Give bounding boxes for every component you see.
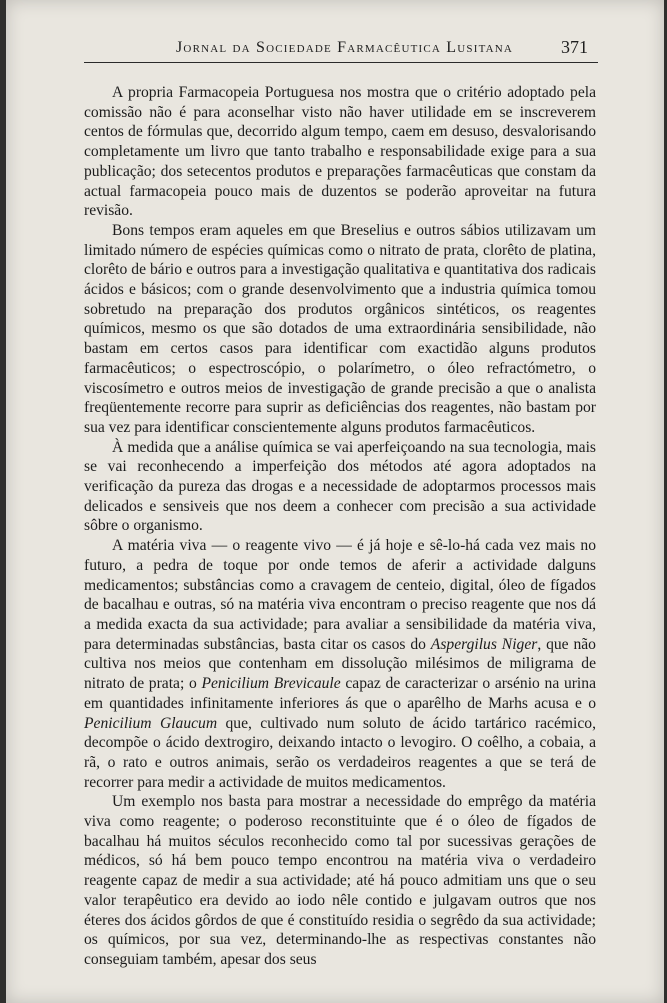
text-run: capaz de caracterizar o arsénio na urina em quantidades infinitamente inferiores ás que o aparêlho de Marhs acusa e o <box>84 675 596 712</box>
paragraph <box>84 83 596 221</box>
book-page <box>6 0 664 1003</box>
text-run: À medida que a análise química se vai aperfeiçoando na sua tecnologia, mais se vai reconhecendo a imperfeição dos métodos até agora adoptados na verificação da pureza das drogas e a necessidade de adoptarmos processos mais delicados e sensiveis que nos deem a conhecer com precisão a sua actividade sôbre o organismo. <box>84 438 596 535</box>
text-run: A matéria viva — o reagente vivo — é já hoje e sê-lo-há cada vez mais no futuro, a pedra de toque por onde temos de aferir a actividade dalguns medicamentos; substâncias como a cravagem de centeio, digital, óleo de fígados de bacalhau e outras, só na matéria viva encontram o preciso reagente que nos dá a medida exacta da sua actividade; para avaliar a sensibilidade da matéria viva, para determinadas substâncias, basta citar os casos do <box>84 537 596 653</box>
text-run: Um exemplo nos basta para mostrar a necessidade do emprêgo da matéria viva como reagente; o poderoso reconstituinte que é o óleo de fígados de bacalhau há muitos séculos reconhecido como tal por sucessivas gerações de médicos, só há bem pouco tempo encontrou na matéria viva o verdadeiro reagente capaz de medir a sua actividade; até há pouco admitiam uns que o seu valor terapêutico era devido ao iodo nêle contido e julgavam outros que nos éteres dos ácidos gôrdos de que é constituído residia o segrêdo da sua actividade; os químicos, por sua vez, determinando-lhe as respectivas constantes não conseguiam também, apesar dos seus <box>84 793 596 968</box>
paragraph <box>84 792 596 969</box>
body-text <box>84 83 596 970</box>
paragraph <box>84 221 596 438</box>
page-number: 371 <box>561 37 588 57</box>
species-name: Penicilium Glaucum <box>84 714 218 732</box>
text-run: , que não cultiva nos meios que contenham em dissolução milésimos de miligrama de nitrato de prata; o <box>84 635 596 693</box>
running-header <box>84 34 598 63</box>
text-run: A propria Farmacopeia Portuguesa nos mostra que o critério adoptado pela comissão não é para aconselhar visto não haver utilidade em se inscreverem centos de fórmulas que, decorrido algum tempo, caem em desuso, desvalorisando completamente um livro que tanto trabalho e responsabilidade exige para a sua publicação; dos setecentos produtos e preparações farmacêuticas que constam da actual farmacopeia pouco mais de duzentos se poderão aproveitar na futura revisão. <box>84 84 596 220</box>
paragraph <box>84 536 596 792</box>
species-name: Penicilium Brevicaule <box>201 675 341 693</box>
species-name: Aspergilus Niger <box>430 635 538 653</box>
text-run: Bons tempos eram aqueles em que Breselius e outros sábios utilizavam um limitado número de espécies químicas como o nitrato de prata, clorêto de platina, clorêto de bário e outros para a investigação qualitativa e quantitativa dos radicais ácidos e básicos; com o grande desenvolvimento que a industria química tomou sobretudo na preparação dos produtos orgânicos sintéticos, os reagentes químicos, mesmo os que são dotados de uma extraordinária sensibilidade, não bastam em certos casos para identificar com exactidão alguns produtos farmacêuticos; o espectroscópio, o polarímetro, o óleo refractómetro, o viscosímetro e outros meios de investigação de grande precisão a que o analista freqüentemente recorre para suprir as deficiências dos reagentes, não bastam por sua vez para identificar conscientemente alguns produtos farmacêuticos. <box>84 221 596 436</box>
paragraph <box>84 438 596 537</box>
journal-title: Jornal da Sociedade Farmacêutica Lusitana <box>176 39 514 56</box>
text-run: que, cultivado num soluto de ácido tartárico racémico, decompõe o ácido dextrogiro, deixando intacto o levogiro. O coêlho, a cobaia, a rã, o rato e outros animais, serão os verdadeiros reagentes a que se terá de recorrer para medir a actividade de muitos medicamentos. <box>84 714 596 791</box>
